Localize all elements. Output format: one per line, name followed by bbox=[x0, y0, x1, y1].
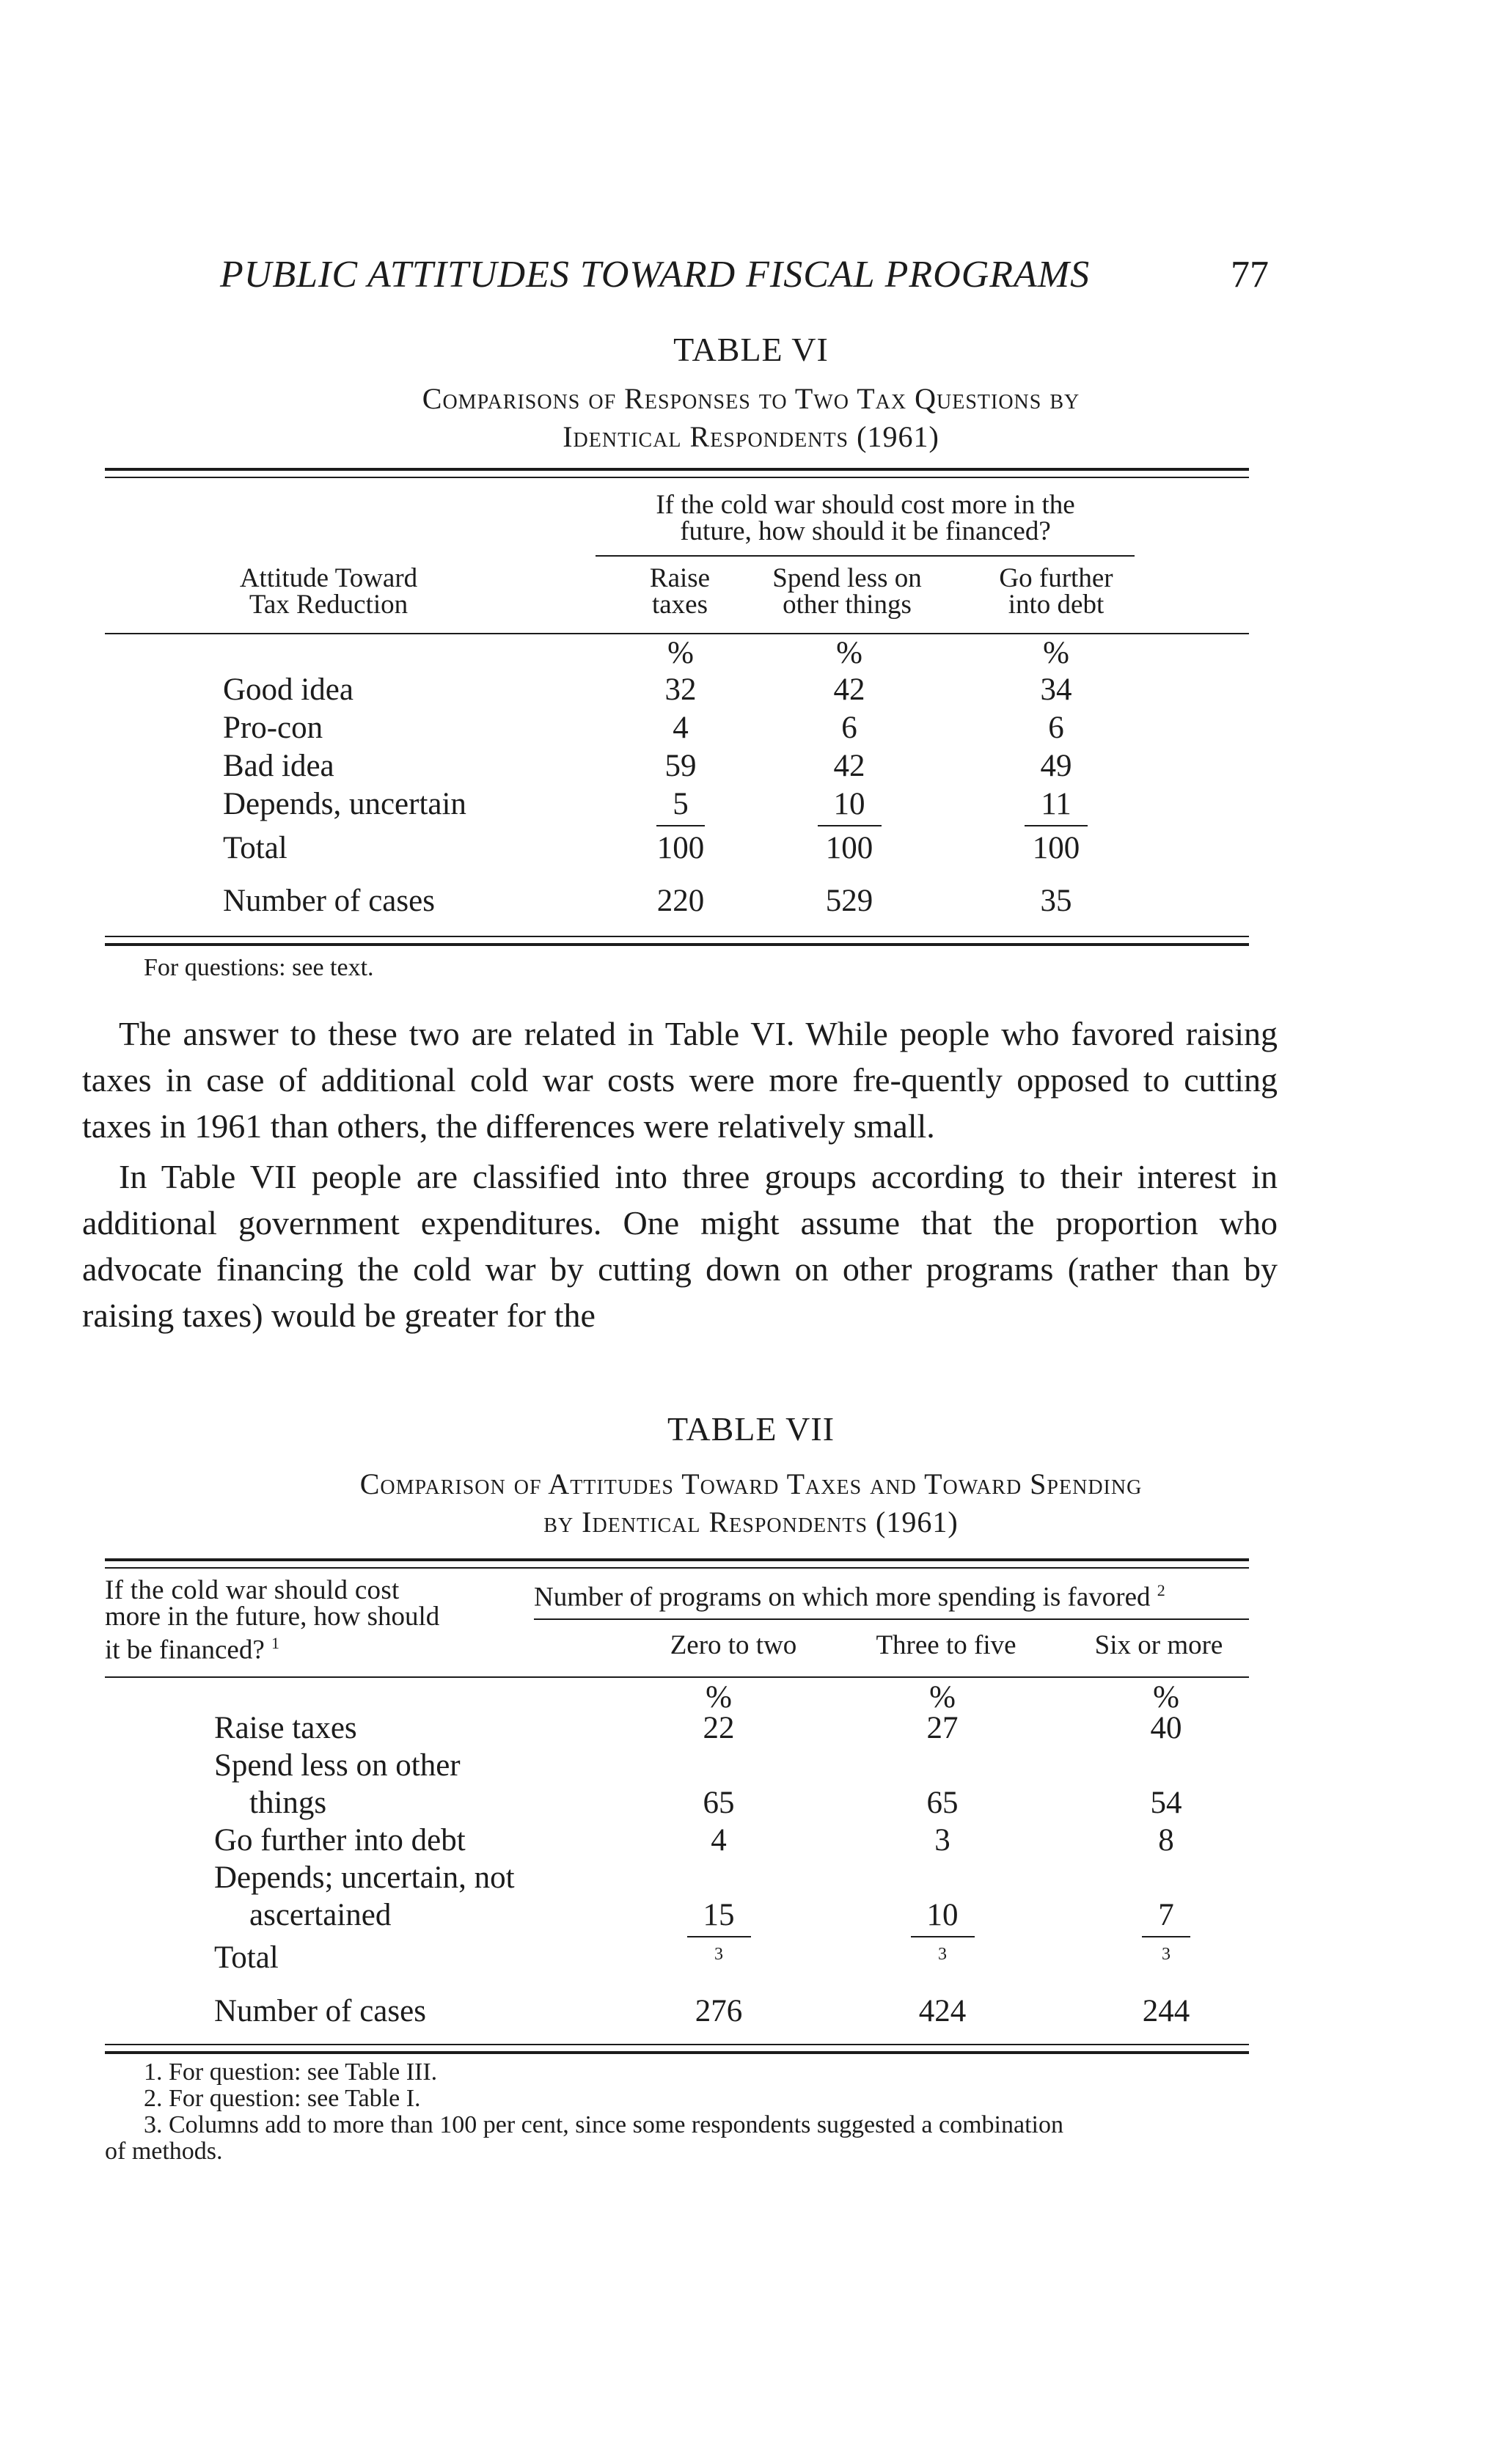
table-vi-bottom-rule-thick bbox=[105, 943, 1249, 946]
table-vi-cases-cell: 220 bbox=[656, 884, 705, 918]
table-vii-stub-head-line1: If the cold war should cost bbox=[105, 1575, 400, 1605]
table-vii-total-note: 3 bbox=[938, 1945, 947, 1964]
table-vi-spanner-line1: If the cold war should cost more in the bbox=[656, 490, 1075, 520]
table-vi-percent-col3: % bbox=[1043, 636, 1069, 670]
table-vi-stub-head-line1: Attitude Toward bbox=[239, 563, 418, 593]
table-vii-top-rule-inner bbox=[105, 1567, 1249, 1569]
table-vi-top-rule-inner bbox=[105, 477, 1249, 478]
table-vi-total-cell: 100 bbox=[825, 831, 873, 865]
table-vi-bottom-rule bbox=[105, 936, 1249, 937]
table-vi-cell: 49 bbox=[1040, 749, 1072, 783]
table-vi-row-label: Bad idea bbox=[223, 749, 334, 783]
table-vi-cell: 32 bbox=[664, 672, 697, 707]
table-vii-spanner bbox=[534, 1577, 1165, 1611]
table-vi-total-cell: 100 bbox=[1032, 831, 1080, 865]
table-vii-cell bbox=[898, 1897, 986, 1937]
table-vii-footnote-ref-2: 2 bbox=[1157, 1581, 1165, 1599]
table-vii-cell: 65 bbox=[703, 1786, 735, 1820]
table-vi-cell: 4 bbox=[673, 711, 689, 745]
table-vii-footnote-ref-1: 1 bbox=[271, 1634, 280, 1652]
table-vii-row-label: Raise taxes bbox=[214, 1711, 357, 1745]
table-vii-cell bbox=[675, 1897, 763, 1937]
table-vii-spanner-rule bbox=[534, 1618, 1249, 1620]
table-vii-head-rule bbox=[105, 1676, 1249, 1678]
table-vii-total-label: Total bbox=[214, 1940, 279, 1975]
table-vi-col1-head-line1: Raise bbox=[649, 563, 711, 593]
table-vi-caption-line1: Comparisons of Responses to Two Tax Questions by bbox=[422, 382, 1080, 415]
table-vi-cases-cell: 529 bbox=[825, 884, 873, 918]
table-vii-percent-col2: % bbox=[929, 1680, 956, 1715]
table-vi-cell: 6 bbox=[841, 711, 857, 745]
table-vii-cell: 65 bbox=[926, 1786, 959, 1820]
table-vii-stub-head-line2: more in the future, how should bbox=[105, 1602, 440, 1632]
table-vii-top-rule bbox=[105, 1558, 1249, 1561]
table-vi-col1-head-line2: taxes bbox=[651, 590, 708, 620]
table-vi-number: TABLE VI bbox=[673, 331, 829, 368]
table-vii-caption-line2: by Identical Respondents (1961) bbox=[543, 1506, 959, 1539]
table-vii-col1-head: Zero to two bbox=[670, 1630, 797, 1660]
table-vi-row-label: Pro-con bbox=[223, 711, 323, 745]
table-vii-cell: 27 bbox=[926, 1711, 959, 1745]
table-vi-cases-cell: 35 bbox=[1040, 884, 1072, 918]
table-vi-cell bbox=[1012, 786, 1100, 826]
table-vii-cell bbox=[1122, 1897, 1210, 1937]
table-vii-row-label: Spend less on other bbox=[214, 1748, 461, 1783]
running-title: PUBLIC ATTITUDES TOWARD FISCAL PROGRAMS bbox=[220, 254, 1091, 296]
table-vii-cell-value: 15 bbox=[687, 1897, 751, 1937]
table-vii-cases-cell: 276 bbox=[695, 1994, 743, 2028]
table-vii-row-label: Depends; uncertain, not bbox=[214, 1860, 515, 1895]
table-vi-cell: 34 bbox=[1040, 672, 1072, 707]
table-vi-row-label: Good idea bbox=[223, 672, 353, 707]
table-vi-cases-label: Number of cases bbox=[223, 884, 435, 918]
table-vii-caption-line1: Comparison of Attitudes Toward Taxes and Toward Spending bbox=[359, 1467, 1143, 1500]
table-vii-row-label-cont: ascertained bbox=[249, 1898, 392, 1932]
table-vii-bottom-rule bbox=[105, 2044, 1249, 2045]
table-vi-cell bbox=[637, 786, 725, 826]
table-vii-footnote-3-cont: of methods. bbox=[105, 2138, 223, 2165]
table-vi-row-label: Depends, uncertain bbox=[223, 787, 466, 821]
table-vii-col3-head: Six or more bbox=[1094, 1630, 1223, 1660]
table-vi-spanner-line2: future, how should it be financed? bbox=[680, 516, 1051, 546]
table-vi-total-label: Total bbox=[223, 831, 287, 865]
table-vii-footnote-1: 1. For question: see Table III. bbox=[144, 2058, 438, 2086]
table-vii-cell: 8 bbox=[1158, 1823, 1174, 1858]
table-vi-cell-value: 5 bbox=[656, 786, 705, 826]
table-vi-percent-col1: % bbox=[667, 636, 694, 670]
table-vi-col2-head-line1: Spend less on bbox=[772, 563, 922, 593]
table-vii-bottom-rule-thick bbox=[105, 2051, 1249, 2054]
table-vi-top-rule bbox=[105, 468, 1249, 471]
table-vi-caption-line2: Identical Respondents (1961) bbox=[563, 420, 939, 453]
table-vii-cell-value: 10 bbox=[911, 1897, 975, 1937]
table-vi-footnote: For questions: see text. bbox=[144, 954, 374, 981]
table-vi-col2-head-line2: other things bbox=[783, 590, 912, 620]
paragraph-1: The answer to these two are related in Table VI. While people who favored raising taxes in case of additional cold war costs were more fre-quently opposed to cutting taxes in 1961 than others, the differences were relatively small. bbox=[82, 1015, 1278, 1145]
table-vii-stub-head-text: it be financed? bbox=[105, 1635, 265, 1665]
table-vi-percent-col2: % bbox=[836, 636, 862, 670]
paragraph-2: In Table VII people are classified into three groups according to their interest in additional government expenditures. One might assume that the proportion who advocate financing the cold war by cutting down on other programs (rather than by raising taxes) would be greater for the bbox=[82, 1158, 1278, 1334]
table-vii-cell: 54 bbox=[1150, 1786, 1182, 1820]
table-vi-cell bbox=[805, 786, 893, 826]
table-vi-col3-head-line2: into debt bbox=[1008, 590, 1104, 620]
table-vii-percent-col1: % bbox=[706, 1680, 732, 1715]
table-vii-cell: 40 bbox=[1150, 1711, 1182, 1745]
table-vii-cases-cell: 424 bbox=[918, 1994, 967, 2028]
table-vii-cell: 22 bbox=[703, 1711, 735, 1745]
table-vi-cell-value: 10 bbox=[818, 786, 882, 826]
table-vii-row-label: Go further into debt bbox=[214, 1823, 466, 1858]
table-vii-spanner-text: Number of programs on which more spending is favored bbox=[534, 1582, 1151, 1613]
table-vi-spanner-rule bbox=[596, 555, 1135, 557]
table-vii-total-note: 3 bbox=[1162, 1945, 1171, 1964]
table-vii-number: TABLE VII bbox=[667, 1410, 835, 1448]
table-vi-cell-value: 11 bbox=[1025, 786, 1087, 826]
table-vi-cell: 42 bbox=[833, 749, 865, 783]
table-vi-cell: 6 bbox=[1048, 711, 1064, 745]
table-vii-col2-head: Three to five bbox=[876, 1630, 1016, 1660]
table-vi-total-cell: 100 bbox=[656, 831, 705, 865]
body-text bbox=[82, 1011, 1278, 1338]
table-vii-cell: 4 bbox=[711, 1823, 727, 1858]
table-vi-cell: 59 bbox=[664, 749, 697, 783]
table-vi-col3-head-line1: Go further bbox=[999, 563, 1113, 593]
table-vi-head-rule bbox=[105, 633, 1249, 634]
page-number: 77 bbox=[1231, 254, 1269, 296]
table-vii-cell: 3 bbox=[934, 1823, 950, 1858]
table-vii-row-label-cont: things bbox=[249, 1786, 327, 1820]
table-vii-footnote-3: 3. Columns add to more than 100 per cent, since some respondents suggested a combination bbox=[144, 2111, 1063, 2138]
table-vii-cases-label: Number of cases bbox=[214, 1994, 426, 2028]
table-vii-total-note: 3 bbox=[714, 1945, 723, 1964]
table-vi-stub-head-line2: Tax Reduction bbox=[249, 590, 409, 620]
table-vii-cases-cell: 244 bbox=[1142, 1994, 1190, 2028]
table-vii-footnote-2: 2. For question: see Table I. bbox=[144, 2085, 421, 2112]
table-vi-cell: 42 bbox=[833, 672, 865, 707]
table-vii-percent-col3: % bbox=[1153, 1680, 1179, 1715]
table-vii-cell-value: 7 bbox=[1142, 1897, 1190, 1937]
table-vii-stub-head-line3 bbox=[105, 1629, 279, 1664]
